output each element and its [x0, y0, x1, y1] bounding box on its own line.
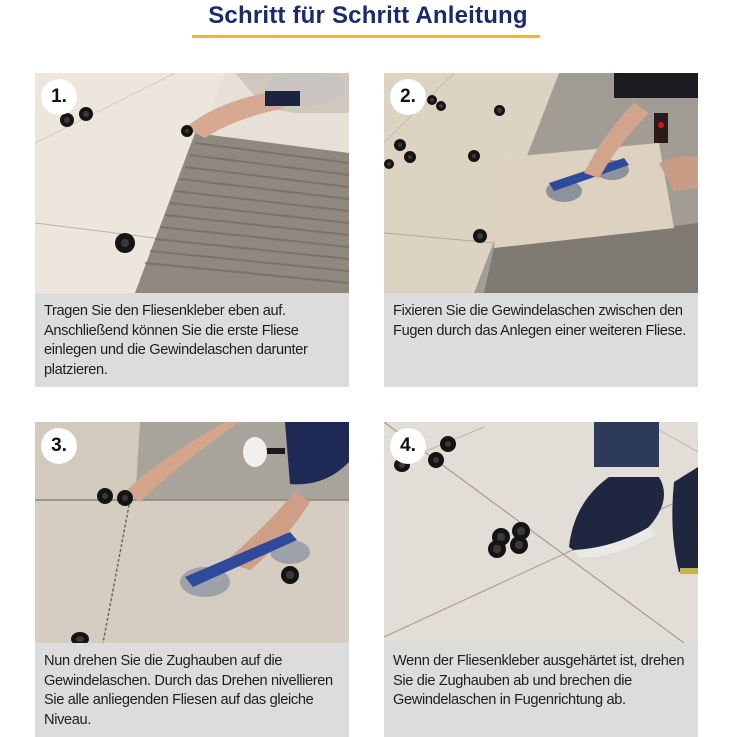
step-1-illustration: [35, 73, 349, 293]
step-number-badge: 4.: [390, 428, 426, 464]
step-panel-2: [384, 73, 698, 387]
step-3-photo: [35, 422, 349, 643]
leveling-clip: [440, 436, 456, 452]
step-2-caption: Fixieren Sie die Gewindelaschen zwischen den Fugen durch das Anlegen einer weiteren Fliese.: [384, 293, 698, 387]
step-4-photo: [384, 422, 698, 643]
leveling-clip: [97, 488, 113, 504]
leveling-clip: [436, 101, 446, 111]
step-3-caption: Nun drehen Sie die Zughauben auf die Gewindelaschen. Durch das Drehen nivellieren Sie alle anliegenden Fliesen auf das gleiche Niveau.: [35, 643, 349, 737]
leveling-clip: [60, 113, 74, 127]
page-title: Schritt für Schritt Anleitung: [208, 2, 528, 29]
leveling-clip: [394, 139, 406, 151]
step-3-illustration: [35, 422, 349, 643]
leveling-clip: [488, 540, 506, 558]
step-1-photo: [35, 73, 349, 293]
leveling-clip: [281, 566, 299, 584]
step-4-caption: Wenn der Fliesenkleber ausgehärtet ist, drehen Sie die Zughauben ab und brechen die Gewindelaschen in Fugenrichtung ab.: [384, 643, 698, 737]
leveling-clip: [384, 159, 394, 169]
leveling-clip: [510, 536, 528, 554]
leveling-clip: [79, 107, 93, 121]
leveling-clip: [473, 229, 487, 243]
leveling-clip: [468, 150, 480, 162]
step-1-caption: Tragen Sie den Fliesenkleber eben auf. Anschließend können Sie die erste Fliese einlegen und die Gewindelaschen darunter platzieren.: [35, 293, 349, 387]
step-number-badge: 2.: [390, 79, 426, 115]
leveling-clip: [494, 105, 505, 116]
step-2-photo: [384, 73, 698, 293]
step-panel-1: [35, 73, 349, 387]
leveling-clip: [115, 233, 135, 253]
title-underline: [192, 35, 540, 38]
leveling-clip: [117, 490, 133, 506]
step-panel-4: [384, 422, 698, 737]
leveling-clip: [181, 125, 193, 137]
leveling-clip: [71, 632, 89, 643]
step-2-illustration: [384, 73, 698, 293]
leveling-clip: [428, 452, 444, 468]
step-panel-3: [35, 422, 349, 737]
step-number-badge: 3.: [41, 428, 77, 464]
step-number-badge: 1.: [41, 79, 77, 115]
leveling-clip: [404, 151, 416, 163]
